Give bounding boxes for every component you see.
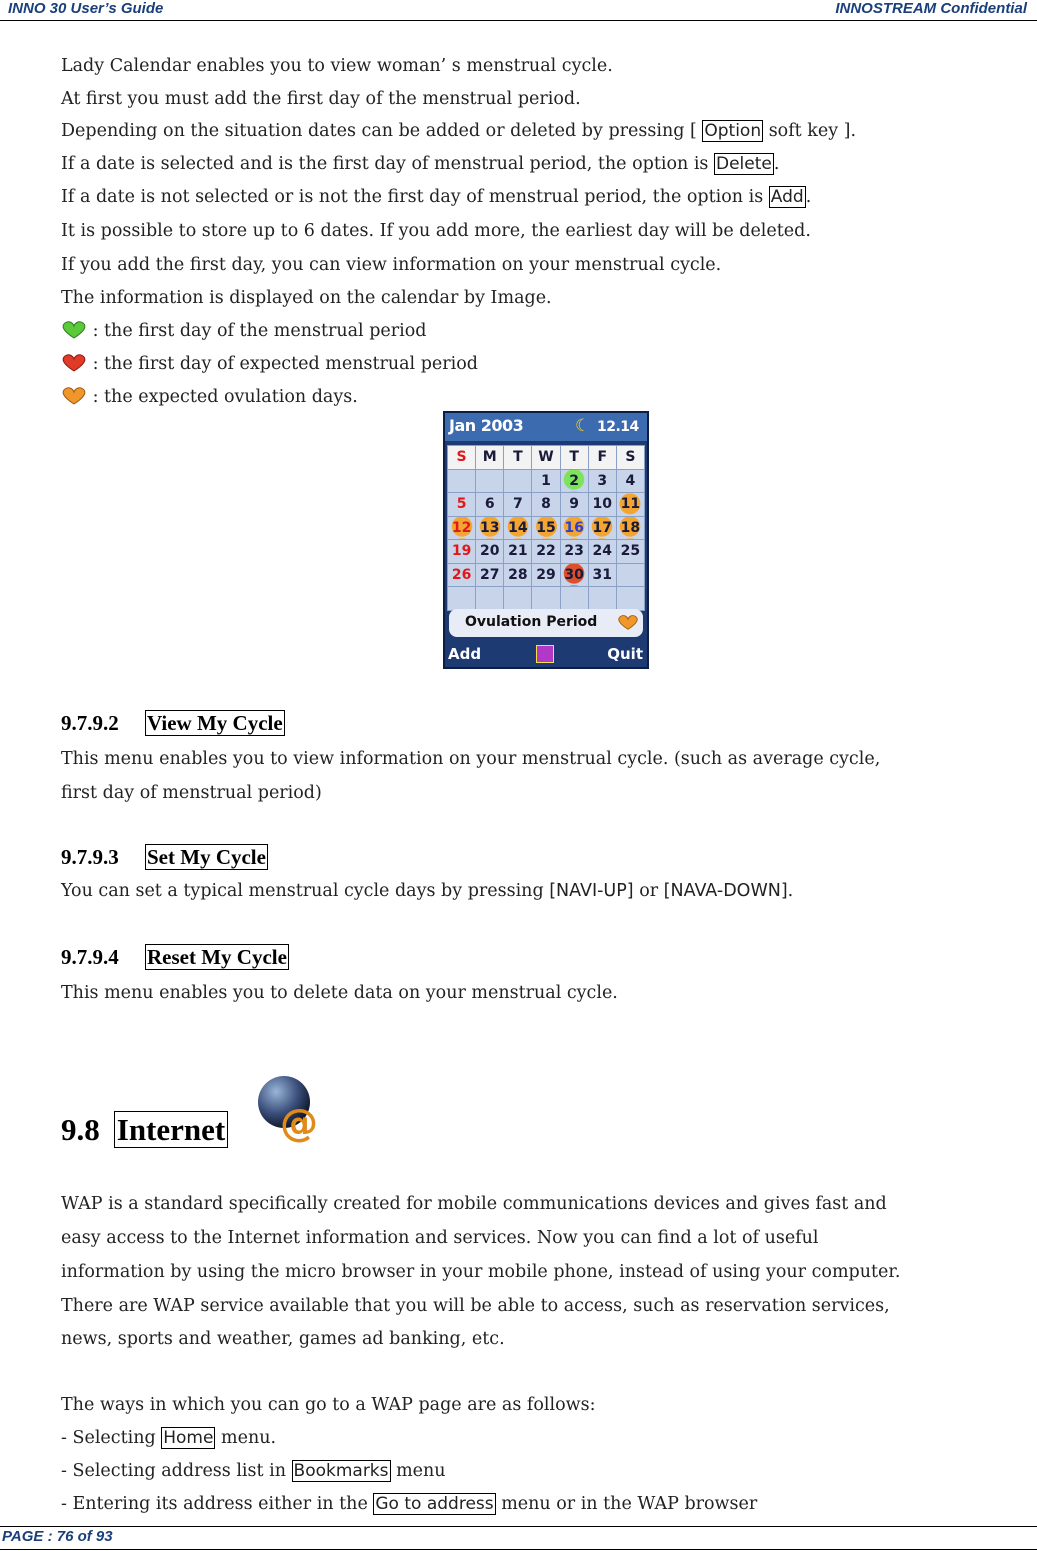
home-menu-label: Home bbox=[163, 1428, 214, 1448]
lc-not-selected bbox=[61, 186, 811, 208]
calendar-day-cell[interactable]: 3 bbox=[588, 469, 616, 493]
calendar-day-cell[interactable]: 12 bbox=[448, 516, 476, 540]
text: menu bbox=[390, 1461, 446, 1481]
text: menu or in the WAP browser bbox=[495, 1494, 758, 1514]
add-key-label: Add bbox=[770, 187, 804, 207]
nava-down-key: [NAVA-DOWN] bbox=[663, 881, 788, 901]
ovulation-period-label: Ovulation Period bbox=[465, 614, 598, 630]
text: soft key ]. bbox=[763, 121, 857, 141]
calendar-day-cell[interactable]: 5 bbox=[448, 493, 476, 517]
soft-key-bar bbox=[445, 643, 647, 667]
calendar-day-cell[interactable]: 7 bbox=[504, 493, 532, 517]
view-my-cycle-title: View My Cycle bbox=[147, 711, 283, 735]
s9793-line bbox=[61, 880, 793, 902]
legend-red bbox=[61, 353, 478, 375]
page-number: PAGE : 76 of 93 bbox=[2, 1528, 113, 1545]
empty-day-cell bbox=[476, 469, 504, 493]
option-key-label: Option bbox=[704, 121, 762, 141]
text: Depending on the situation dates can be added or deleted by pressing [ bbox=[61, 121, 703, 141]
weekday-label: F bbox=[588, 446, 616, 470]
calendar-day-cell[interactable]: 28 bbox=[504, 563, 532, 587]
lc-store: It is possible to store up to 6 dates. If you add more, the earliest day will be deleted. bbox=[61, 221, 811, 241]
empty-day-cell bbox=[532, 587, 560, 611]
text: You can set a typical menstrual cycle days by pressing bbox=[61, 881, 550, 901]
empty-day-cell bbox=[504, 469, 532, 493]
ovulation-info-bar bbox=[449, 609, 643, 637]
calendar-day-cell[interactable]: 2 bbox=[560, 469, 588, 493]
s9794-line: This menu enables you to delete data on your menstrual cycle. bbox=[61, 983, 618, 1003]
calendar-title-bar bbox=[445, 413, 647, 441]
add-softkey[interactable]: Add bbox=[448, 645, 482, 663]
text: or bbox=[633, 881, 664, 901]
lc-selected bbox=[61, 153, 779, 175]
calendar-day-cell[interactable]: 16 bbox=[560, 516, 588, 540]
text: : the expected ovulation days. bbox=[87, 387, 358, 407]
s98-p1-line1: WAP is a standard specifically created for mobile communications devices and gives fast and bbox=[61, 1194, 887, 1214]
navigation-icon bbox=[536, 645, 554, 663]
lc-view: If you add the first day, you can view information on your menstrual cycle. bbox=[61, 255, 722, 275]
s9792-line2: first day of menstrual period) bbox=[61, 783, 322, 803]
calendar-day-cell[interactable]: 19 bbox=[448, 540, 476, 564]
calendar-day-cell[interactable]: 31 bbox=[588, 563, 616, 587]
s98-p1-line3: information by using the micro browser in your mobile phone, instead of using your computer. bbox=[61, 1262, 901, 1282]
text: menu. bbox=[215, 1428, 277, 1448]
s98-way-bookmarks bbox=[61, 1460, 446, 1482]
text: If a date is selected and is the first day of menstrual period, the option is bbox=[61, 154, 714, 174]
orange-heart-icon bbox=[617, 614, 639, 631]
calendar-day-cell[interactable]: 27 bbox=[476, 563, 504, 587]
s98-way-goto bbox=[61, 1493, 757, 1515]
calendar-day-cell[interactable]: 25 bbox=[616, 540, 644, 564]
calendar-grid bbox=[447, 445, 645, 611]
calendar-day-cell[interactable]: 1 bbox=[532, 469, 560, 493]
text: . bbox=[773, 154, 780, 174]
page-header bbox=[0, 0, 1037, 21]
navi-up-key: [NAVI-UP] bbox=[549, 881, 634, 901]
calendar-day-cell[interactable]: 6 bbox=[476, 493, 504, 517]
legend-orange bbox=[61, 386, 358, 408]
calendar-day-cell[interactable]: 9 bbox=[560, 493, 588, 517]
weekday-label: W bbox=[532, 446, 560, 470]
calendar-day-cell[interactable]: 23 bbox=[560, 540, 588, 564]
quit-softkey[interactable]: Quit bbox=[607, 645, 643, 663]
s98-ways: The ways in which you can go to a WAP page are as follows: bbox=[61, 1395, 596, 1415]
calendar-day-cell[interactable]: 20 bbox=[476, 540, 504, 564]
empty-day-cell bbox=[448, 587, 476, 611]
calendar-day-cell[interactable]: 17 bbox=[588, 516, 616, 540]
calendar-week-row bbox=[448, 563, 645, 587]
internet-title: Internet bbox=[114, 1111, 228, 1148]
s9792-line1: This menu enables you to view information on your menstrual cycle. (such as average cycle, bbox=[61, 749, 881, 769]
calendar-day-cell[interactable]: 14 bbox=[504, 516, 532, 540]
calendar-week-row bbox=[448, 469, 645, 493]
empty-day-cell bbox=[476, 587, 504, 611]
clock-time: 12.14 bbox=[597, 419, 639, 435]
reset-my-cycle-title: Reset My Cycle bbox=[147, 945, 287, 969]
calendar-day-cell[interactable]: 10 bbox=[588, 493, 616, 517]
calendar-day-cell[interactable]: 21 bbox=[504, 540, 532, 564]
calendar-month: Jan 2003 bbox=[449, 416, 524, 435]
empty-day-cell bbox=[504, 587, 532, 611]
calendar-day-cell[interactable]: 15 bbox=[532, 516, 560, 540]
bookmarks-menu-label: Bookmarks bbox=[293, 1461, 389, 1481]
weekday-label: T bbox=[560, 446, 588, 470]
header-guide-title: INNO 30 User’s Guide bbox=[8, 0, 164, 17]
s98-p1-line5: news, sports and weather, games ad banking, etc. bbox=[61, 1329, 505, 1349]
weekday-label: S bbox=[616, 446, 644, 470]
legend-green bbox=[61, 320, 426, 342]
lc-depending bbox=[61, 120, 856, 142]
header-confidential: INNOSTREAM Confidential bbox=[835, 0, 1027, 17]
calendar-day-cell[interactable]: 13 bbox=[476, 516, 504, 540]
heading-9793 bbox=[61, 845, 268, 870]
internet-globe-icon bbox=[256, 1072, 318, 1145]
calendar-day-cell[interactable]: 29 bbox=[532, 563, 560, 587]
calendar-day-cell[interactable]: 8 bbox=[532, 493, 560, 517]
text: : the first day of the menstrual period bbox=[87, 321, 427, 341]
delete-key-label: Delete bbox=[715, 154, 772, 174]
section-number: 9.8 bbox=[61, 1112, 100, 1147]
section-number: 9.7.9.2 bbox=[61, 711, 119, 735]
empty-day-cell bbox=[448, 469, 476, 493]
s98-way-home bbox=[61, 1427, 276, 1449]
go-to-address-menu-label: Go to address bbox=[375, 1494, 494, 1514]
heading-9794 bbox=[61, 945, 289, 970]
green-heart-icon bbox=[61, 321, 87, 339]
empty-day-cell bbox=[560, 587, 588, 611]
text: - Selecting address list in bbox=[61, 1461, 292, 1481]
text: If a date is not selected or is not the first day of menstrual period, the option is bbox=[61, 187, 769, 207]
calendar-week-row bbox=[448, 493, 645, 517]
calendar-day-cell[interactable]: 4 bbox=[616, 469, 644, 493]
calendar-day-cell[interactable]: 26 bbox=[448, 563, 476, 587]
calendar-week-row bbox=[448, 516, 645, 540]
section-number: 9.7.9.3 bbox=[61, 845, 119, 869]
section-number: 9.7.9.4 bbox=[61, 945, 119, 969]
calendar-day-cell[interactable]: 24 bbox=[588, 540, 616, 564]
text: . bbox=[805, 187, 812, 207]
moon-icon: ☾ bbox=[575, 416, 591, 436]
empty-day-cell bbox=[616, 587, 644, 611]
weekday-label: T bbox=[504, 446, 532, 470]
weekday-row bbox=[448, 446, 645, 470]
calendar-day-cell[interactable]: 30 bbox=[560, 563, 588, 587]
calendar-day-cell[interactable]: 18 bbox=[616, 516, 644, 540]
text: - Selecting bbox=[61, 1428, 162, 1448]
calendar-week-row bbox=[448, 587, 645, 611]
heading-98 bbox=[61, 1112, 228, 1148]
orange-heart-icon bbox=[61, 387, 87, 405]
empty-day-cell bbox=[616, 563, 644, 587]
page-footer bbox=[0, 1526, 1037, 1550]
text: - Entering its address either in the bbox=[61, 1494, 374, 1514]
weekday-label: S bbox=[448, 446, 476, 470]
weekday-label: M bbox=[476, 446, 504, 470]
lady-calendar-screenshot bbox=[443, 411, 649, 669]
calendar-table bbox=[447, 445, 645, 611]
lc-add-first: At first you must add the first day of the menstrual period. bbox=[61, 89, 581, 109]
s98-p1-line2: easy access to the Internet information and services. Now you can find a lot of useful bbox=[61, 1228, 819, 1248]
calendar-day-cell[interactable]: 11 bbox=[616, 493, 644, 517]
calendar-week-row bbox=[448, 540, 645, 564]
set-my-cycle-title: Set My Cycle bbox=[147, 845, 266, 869]
lc-intro: Lady Calendar enables you to view woman’ s menstrual cycle. bbox=[61, 56, 613, 76]
text: : the first day of expected menstrual period bbox=[87, 354, 478, 374]
calendar-day-cell[interactable]: 22 bbox=[532, 540, 560, 564]
empty-day-cell bbox=[588, 587, 616, 611]
lc-display: The information is displayed on the calendar by Image. bbox=[61, 288, 552, 308]
heading-9792 bbox=[61, 711, 285, 736]
s98-p1-line4: There are WAP service available that you will be able to access, such as reservation services, bbox=[61, 1296, 890, 1316]
text: . bbox=[787, 881, 794, 901]
red-heart-icon bbox=[61, 354, 87, 372]
svg-text:@: @ bbox=[280, 1101, 318, 1145]
